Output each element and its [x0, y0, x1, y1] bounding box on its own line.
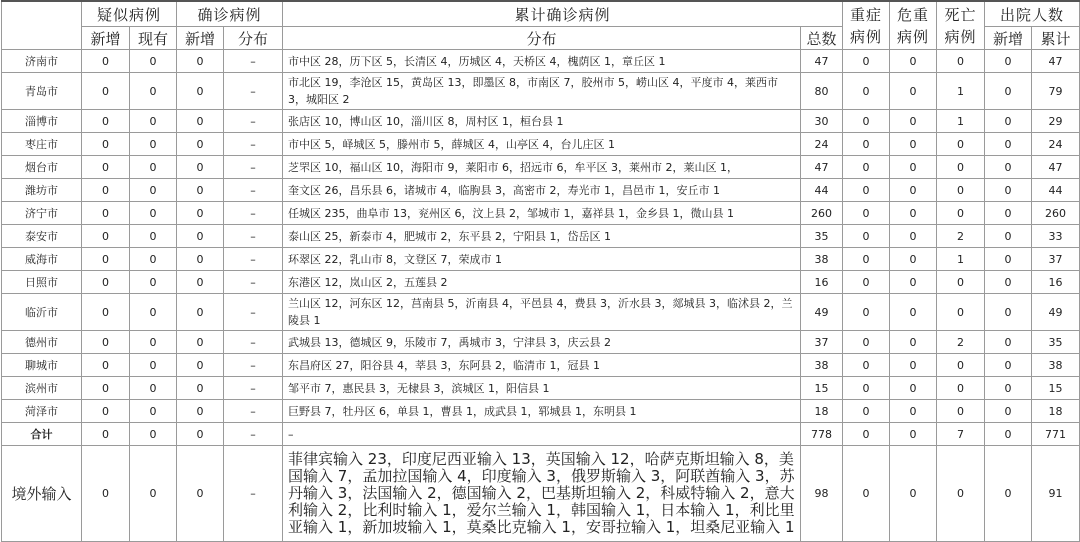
discharged-new: 0: [985, 294, 1032, 331]
header-cumulative-distribution: 分布: [283, 27, 801, 50]
cumulative-distribution: 任城区 235，曲阜市 13，兖州区 6，汶上县 2，邹城市 1，嘉祥县 1，金乡县 1，微山县 1: [283, 202, 801, 225]
death-count: 0: [937, 133, 985, 156]
critical-count: 0: [890, 50, 937, 73]
suspected-new: 0: [82, 271, 130, 294]
header-cumulative-total: 总数: [801, 27, 843, 50]
city-name: 合计: [2, 423, 82, 446]
table-row: [2, 179, 1080, 202]
severe-count: 0: [843, 179, 890, 202]
critical-count: 0: [890, 354, 937, 377]
suspected-new: 0: [82, 446, 130, 542]
header-death: 死亡病例: [937, 1, 985, 50]
table-row: [2, 50, 1080, 73]
header-confirmed: 确诊病例: [177, 1, 283, 27]
critical-count: 0: [890, 331, 937, 354]
discharged-cumulative: 24: [1032, 133, 1080, 156]
severe-count: 0: [843, 202, 890, 225]
suspected-new: 0: [82, 156, 130, 179]
city-name: 烟台市: [2, 156, 82, 179]
discharged-cumulative: 18: [1032, 400, 1080, 423]
table-row: [2, 354, 1080, 377]
critical-count: 0: [890, 446, 937, 542]
suspected-new: 0: [82, 225, 130, 248]
discharged-new: 0: [985, 400, 1032, 423]
cumulative-distribution: 邹平市 7，惠民县 3，无棣县 3，滨城区 1，阳信县 1: [283, 377, 801, 400]
city-name: 青岛市: [2, 73, 82, 110]
header-confirmed-distribution: 分布: [224, 27, 283, 50]
confirmed-new: 0: [177, 423, 224, 446]
death-count: 0: [937, 354, 985, 377]
header-cumulative: 累计确诊病例: [283, 1, 843, 27]
header-discharged-new: 新增: [985, 27, 1032, 50]
death-count: 0: [937, 271, 985, 294]
severe-count: 0: [843, 73, 890, 110]
cumulative-total: 80: [801, 73, 843, 110]
cumulative-distribution: 市中区 28，历下区 5，长清区 4，历城区 4，天桥区 4，槐荫区 1，章丘区 1: [283, 50, 801, 73]
suspected-current: 0: [130, 271, 177, 294]
city-name: 威海市: [2, 248, 82, 271]
critical-count: 0: [890, 248, 937, 271]
table-row: [2, 377, 1080, 400]
severe-count: 0: [843, 400, 890, 423]
confirmed-distribution: –: [224, 423, 283, 446]
death-count: 0: [937, 50, 985, 73]
table-row: [2, 156, 1080, 179]
confirmed-distribution: –: [224, 446, 283, 542]
critical-count: 0: [890, 225, 937, 248]
discharged-new: 0: [985, 423, 1032, 446]
suspected-current: 0: [130, 294, 177, 331]
table-row: [2, 331, 1080, 354]
cumulative-distribution: 奎文区 26，昌乐县 6，诸城市 4，临朐县 3，高密市 2，寿光市 1，昌邑市 1，安丘市 1: [283, 179, 801, 202]
cumulative-total: 49: [801, 294, 843, 331]
discharged-new: 0: [985, 73, 1032, 110]
cumulative-total: 15: [801, 377, 843, 400]
table-row: [2, 110, 1080, 133]
table-row: [2, 400, 1080, 423]
death-count: 2: [937, 331, 985, 354]
critical-count: 0: [890, 377, 937, 400]
confirmed-new: 0: [177, 294, 224, 331]
discharged-cumulative: 260: [1032, 202, 1080, 225]
severe-count: 0: [843, 156, 890, 179]
imported-row: [2, 446, 1080, 542]
confirmed-new: 0: [177, 110, 224, 133]
confirmed-new: 0: [177, 73, 224, 110]
confirmed-distribution: –: [224, 202, 283, 225]
confirmed-new: 0: [177, 354, 224, 377]
critical-count: 0: [890, 179, 937, 202]
confirmed-new: 0: [177, 50, 224, 73]
cumulative-distribution: 巨野县 7，牡丹区 6，单县 1，曹县 1，成武县 1，郓城县 1，东明县 1: [283, 400, 801, 423]
suspected-current: 0: [130, 446, 177, 542]
header-severe: 重症病例: [843, 1, 890, 50]
table-row: [2, 294, 1080, 331]
cumulative-distribution: 市北区 19，李沧区 15，黄岛区 13，即墨区 8，市南区 7，胶州市 5，崂山区 4，平度市 4，莱西市 3，城阳区 2: [283, 73, 801, 110]
confirmed-new: 0: [177, 248, 224, 271]
suspected-new: 0: [82, 202, 130, 225]
discharged-new: 0: [985, 248, 1032, 271]
severe-count: 0: [843, 446, 890, 542]
cumulative-distribution: 菲律宾输入 23，印度尼西亚输入 13，英国输入 12，哈萨克斯坦输入 8，美国输入 7，孟加拉国输入 4，印度输入 3，俄罗斯输入 3，阿联酋输入 3，苏丹输入 3，法国输入 2，德国输入 2，巴基斯坦输入 2，科威特输入 2，意大利输入 2，比利时输入 1，爱尔兰输入 1，韩国输入 1，日本输入 1，利比里亚输入 1，新加坡输入 1，莫桑比克输入 1，安哥拉输入 1，坦桑尼亚输入 1: [283, 446, 801, 542]
suspected-current: 0: [130, 354, 177, 377]
header-suspected-new: 新增: [82, 27, 130, 50]
death-count: 0: [937, 179, 985, 202]
suspected-new: 0: [82, 133, 130, 156]
header-city: [2, 1, 82, 50]
suspected-new: 0: [82, 179, 130, 202]
confirmed-distribution: –: [224, 110, 283, 133]
critical-count: 0: [890, 271, 937, 294]
discharged-cumulative: 47: [1032, 50, 1080, 73]
city-name: 济宁市: [2, 202, 82, 225]
confirmed-new: 0: [177, 179, 224, 202]
discharged-cumulative: 29: [1032, 110, 1080, 133]
confirmed-new: 0: [177, 156, 224, 179]
confirmed-distribution: –: [224, 248, 283, 271]
death-count: 0: [937, 202, 985, 225]
critical-count: 0: [890, 110, 937, 133]
cumulative-distribution: 张店区 10，博山区 10，淄川区 8，周村区 1，桓台县 1: [283, 110, 801, 133]
confirmed-new: 0: [177, 400, 224, 423]
discharged-new: 0: [985, 179, 1032, 202]
confirmed-distribution: –: [224, 331, 283, 354]
cumulative-total: 38: [801, 248, 843, 271]
critical-count: 0: [890, 73, 937, 110]
covid-statistics-table: [1, 0, 1080, 542]
cumulative-distribution: 泰山区 25，新泰市 4，肥城市 2，东平县 2，宁阳县 1，岱岳区 1: [283, 225, 801, 248]
cumulative-distribution: 环翠区 22，乳山市 8，文登区 7，荣成市 1: [283, 248, 801, 271]
confirmed-distribution: –: [224, 377, 283, 400]
confirmed-distribution: –: [224, 133, 283, 156]
suspected-current: 0: [130, 179, 177, 202]
cumulative-total: 38: [801, 354, 843, 377]
discharged-cumulative: 49: [1032, 294, 1080, 331]
confirmed-distribution: –: [224, 400, 283, 423]
cumulative-total: 47: [801, 156, 843, 179]
discharged-new: 0: [985, 271, 1032, 294]
suspected-new: 0: [82, 248, 130, 271]
cumulative-distribution: 市中区 5，峄城区 5，滕州市 5，薛城区 4，山亭区 4，台儿庄区 1: [283, 133, 801, 156]
cumulative-total: 98: [801, 446, 843, 542]
cumulative-total: 18: [801, 400, 843, 423]
table-row: [2, 271, 1080, 294]
cumulative-distribution: 武城县 13，德城区 9，乐陵市 7，禹城市 3，宁津县 3，庆云县 2: [283, 331, 801, 354]
suspected-current: 0: [130, 331, 177, 354]
city-name: 潍坊市: [2, 179, 82, 202]
suspected-current: 0: [130, 248, 177, 271]
city-name: 枣庄市: [2, 133, 82, 156]
confirmed-new: 0: [177, 202, 224, 225]
cumulative-total: 44: [801, 179, 843, 202]
suspected-new: 0: [82, 50, 130, 73]
suspected-new: 0: [82, 377, 130, 400]
suspected-new: 0: [82, 400, 130, 423]
city-name: 日照市: [2, 271, 82, 294]
city-name: 济南市: [2, 50, 82, 73]
table-row: [2, 248, 1080, 271]
confirmed-new: 0: [177, 271, 224, 294]
discharged-cumulative: 44: [1032, 179, 1080, 202]
cumulative-total: 260: [801, 202, 843, 225]
critical-count: 0: [890, 156, 937, 179]
total-row: [2, 423, 1080, 446]
discharged-new: 0: [985, 133, 1032, 156]
discharged-new: 0: [985, 156, 1032, 179]
city-name: 聊城市: [2, 354, 82, 377]
confirmed-distribution: –: [224, 225, 283, 248]
suspected-new: 0: [82, 73, 130, 110]
header-discharged-cumulative: 累计: [1032, 27, 1080, 50]
death-count: 0: [937, 400, 985, 423]
table-row: [2, 73, 1080, 110]
death-count: 1: [937, 248, 985, 271]
confirmed-distribution: –: [224, 271, 283, 294]
cumulative-distribution: 兰山区 12，河东区 12，莒南县 5，沂南县 4，平邑县 4，费县 3，沂水县 3，郯城县 3，临沭县 2，兰陵县 1: [283, 294, 801, 331]
critical-count: 0: [890, 423, 937, 446]
cumulative-total: 47: [801, 50, 843, 73]
critical-count: 0: [890, 202, 937, 225]
critical-count: 0: [890, 294, 937, 331]
death-count: 7: [937, 423, 985, 446]
death-count: 0: [937, 294, 985, 331]
confirmed-new: 0: [177, 377, 224, 400]
cumulative-total: 37: [801, 331, 843, 354]
suspected-current: 0: [130, 225, 177, 248]
confirmed-new: 0: [177, 225, 224, 248]
city-name: 德州市: [2, 331, 82, 354]
header-discharged: 出院人数: [985, 1, 1080, 27]
severe-count: 0: [843, 377, 890, 400]
confirmed-distribution: –: [224, 50, 283, 73]
discharged-new: 0: [985, 110, 1032, 133]
severe-count: 0: [843, 225, 890, 248]
discharged-new: 0: [985, 377, 1032, 400]
header-confirmed-new: 新增: [177, 27, 224, 50]
confirmed-distribution: –: [224, 294, 283, 331]
suspected-new: 0: [82, 354, 130, 377]
suspected-new: 0: [82, 331, 130, 354]
discharged-cumulative: 33: [1032, 225, 1080, 248]
city-name: 菏泽市: [2, 400, 82, 423]
discharged-new: 0: [985, 202, 1032, 225]
critical-count: 0: [890, 400, 937, 423]
suspected-new: 0: [82, 423, 130, 446]
cumulative-distribution: 芝罘区 10，福山区 10，海阳市 9，莱阳市 6，招远市 6，牟平区 3，莱州市 2，莱山区 1，: [283, 156, 801, 179]
discharged-new: 0: [985, 225, 1032, 248]
cumulative-total: 30: [801, 110, 843, 133]
death-count: 2: [937, 225, 985, 248]
severe-count: 0: [843, 110, 890, 133]
discharged-cumulative: 771: [1032, 423, 1080, 446]
discharged-cumulative: 79: [1032, 73, 1080, 110]
cumulative-distribution: 东昌府区 27，阳谷县 4，莘县 3，东阿县 2，临清市 1，冠县 1: [283, 354, 801, 377]
suspected-new: 0: [82, 294, 130, 331]
death-count: 0: [937, 377, 985, 400]
suspected-current: 0: [130, 202, 177, 225]
discharged-cumulative: 16: [1032, 271, 1080, 294]
severe-count: 0: [843, 423, 890, 446]
suspected-current: 0: [130, 110, 177, 133]
cumulative-total: 778: [801, 423, 843, 446]
header-suspected-current: 现有: [130, 27, 177, 50]
suspected-current: 0: [130, 377, 177, 400]
death-count: 1: [937, 73, 985, 110]
discharged-cumulative: 38: [1032, 354, 1080, 377]
header-critical: 危重病例: [890, 1, 937, 50]
suspected-current: 0: [130, 400, 177, 423]
confirmed-new: 0: [177, 331, 224, 354]
death-count: 1: [937, 110, 985, 133]
severe-count: 0: [843, 133, 890, 156]
severe-count: 0: [843, 294, 890, 331]
table-row: [2, 133, 1080, 156]
cumulative-distribution: –: [283, 423, 801, 446]
cumulative-total: 24: [801, 133, 843, 156]
severe-count: 0: [843, 354, 890, 377]
discharged-cumulative: 15: [1032, 377, 1080, 400]
severe-count: 0: [843, 331, 890, 354]
suspected-current: 0: [130, 133, 177, 156]
severe-count: 0: [843, 271, 890, 294]
suspected-current: 0: [130, 423, 177, 446]
suspected-current: 0: [130, 50, 177, 73]
discharged-new: 0: [985, 331, 1032, 354]
confirmed-distribution: –: [224, 179, 283, 202]
severe-count: 0: [843, 50, 890, 73]
city-name: 泰安市: [2, 225, 82, 248]
discharged-new: 0: [985, 446, 1032, 542]
confirmed-distribution: –: [224, 354, 283, 377]
discharged-new: 0: [985, 50, 1032, 73]
city-name: 临沂市: [2, 294, 82, 331]
discharged-cumulative: 37: [1032, 248, 1080, 271]
confirmed-distribution: –: [224, 73, 283, 110]
confirmed-distribution: –: [224, 156, 283, 179]
city-name: 淄博市: [2, 110, 82, 133]
discharged-cumulative: 35: [1032, 331, 1080, 354]
severe-count: 0: [843, 248, 890, 271]
suspected-current: 0: [130, 73, 177, 110]
cumulative-total: 16: [801, 271, 843, 294]
table-row: [2, 225, 1080, 248]
discharged-cumulative: 47: [1032, 156, 1080, 179]
death-count: 0: [937, 446, 985, 542]
cumulative-distribution: 东港区 12，岚山区 2，五莲县 2: [283, 271, 801, 294]
city-name: 滨州市: [2, 377, 82, 400]
suspected-current: 0: [130, 156, 177, 179]
discharged-new: 0: [985, 354, 1032, 377]
confirmed-new: 0: [177, 133, 224, 156]
suspected-new: 0: [82, 110, 130, 133]
critical-count: 0: [890, 133, 937, 156]
cumulative-total: 35: [801, 225, 843, 248]
death-count: 0: [937, 156, 985, 179]
header-suspected: 疑似病例: [82, 1, 177, 27]
city-name: 境外输入: [2, 446, 82, 542]
discharged-cumulative: 91: [1032, 446, 1080, 542]
city-rows: [2, 50, 1080, 542]
table-row: [2, 202, 1080, 225]
confirmed-new: 0: [177, 446, 224, 542]
